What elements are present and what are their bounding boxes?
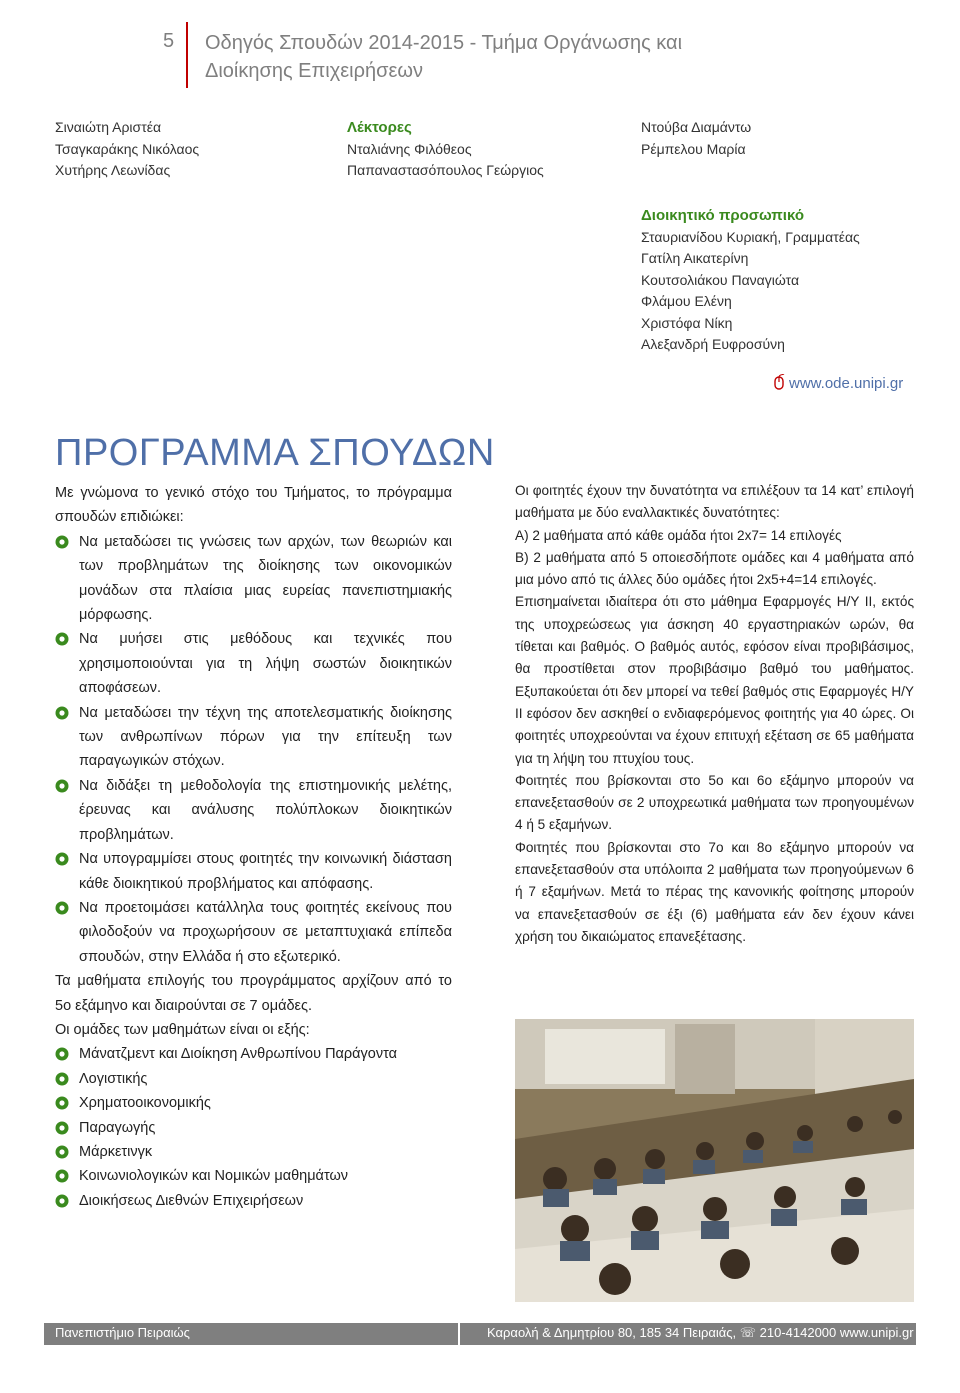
group-item-text: Μάρκετινγκ [79, 1143, 153, 1160]
goal-item-text: Να υπογραμμίσει στους φοιτητές την κοινωνική διάσταση κάθε διοικητικού προβλήματος και απόφασης. [79, 851, 452, 892]
bullet-icon [55, 901, 69, 915]
group-item-text: Μάνατζμεντ και Διοίκηση Ανθρωπίνου Παράγοντα [79, 1046, 398, 1063]
footer-address: Καραολή & Δημητρίου 80, 185 34 Πειραιάς, ☏ 210-4142000 www.unipi.gr [487, 1325, 914, 1340]
goal-item [55, 627, 452, 700]
staff-name: Τσαγκαράκης Νικόλαος [55, 140, 200, 157]
right-paragraph-1: Οι φοιτητές έχουν την δυνατότητα να επιλέξουν τα 14 κατ’ επιλογή μαθήματα με δύο εναλλακτικές δυνατότητες: [515, 483, 914, 521]
staff-name: Ρέμπελου Μαρία [641, 140, 746, 157]
group-item [55, 1116, 452, 1140]
group-item [55, 1140, 452, 1164]
bullet-icon [55, 1072, 69, 1086]
mouse-icon [771, 374, 787, 390]
group-item [55, 1042, 452, 1066]
group-item-text: Λογιστικής [79, 1070, 148, 1087]
left-column [55, 481, 452, 1213]
header-divider [186, 22, 188, 88]
department-website-link[interactable] [771, 374, 903, 392]
group-item [55, 1067, 452, 1091]
staff-column-1 [55, 117, 199, 182]
lecturers-heading: Λέκτορες [347, 119, 412, 136]
footer-separator [458, 1323, 460, 1345]
bullet-icon [55, 706, 69, 720]
footer-university: Πανεπιστήμιο Πειραιώς [55, 1325, 190, 1340]
admin-name: Χριστόφα Νίκη [641, 314, 733, 331]
group-item-text: Διοικήσεως Διεθνών Επιχειρήσεων [79, 1192, 304, 1209]
admin-name: Αλεξανδρή Ευφροσύνη [641, 336, 785, 352]
bullet-icon [55, 632, 69, 646]
goal-item [55, 774, 452, 847]
bullet-icon [55, 1145, 69, 1159]
staff-name: Σιναιώτη Αριστέα [55, 119, 162, 135]
right-paragraph-2: Α) 2 μαθήματα από κάθε ομάδα ήτοι 2x7= 14 επιλογές [515, 527, 842, 543]
admin-heading: Διοικητικό προσωπικό [641, 207, 804, 224]
title-line-2: Διοίκησης Επιχειρήσεων [205, 60, 423, 82]
staff-name: Νταλιάνης Φιλόθεος [347, 140, 472, 157]
right-paragraph-5: Φοιτητές που βρίσκονται στο 5ο και 6ο εξάμηνο μπορούν να επανεξετασθούν σε 2 υποχρεωτικά μαθήματα των προηγουμένων 4 ή 5 εξαμήνων. [515, 772, 914, 833]
staff-name: Ντούβα Διαμάντω [641, 119, 752, 135]
goal-item-text: Να διδάξει τη μεθοδολογία της επιστημονικής μελέτης, έρευνας και ανάλυσης πολύπλοκων διοικητικών προβλημάτων. [79, 777, 452, 843]
groups-intro: Οι ομάδες των μαθημάτων είναι οι εξής: [55, 1021, 310, 1038]
title-line-1: Οδηγός Σπουδών 2014-2015 - Τμήμα Οργάνωσης και [205, 32, 683, 54]
group-item [55, 1164, 452, 1188]
goal-item-text: Να προετοιμάσει κατάλληλα τους φοιτητές εκείνους που φιλοδοξούν να προχωρήσουν σε μεταπτυχιακά επίπεδα σπουδών, στην Ελλάδα ή στο εξωτερικό. [79, 899, 452, 965]
website-url: www.ode.unipi.gr [789, 375, 904, 392]
electives-paragraph: Τα μαθήματα επιλογής του προγράμματος αρχίζουν από το 5ο εξάμηνο και διαιρούνται σε 7 ομάδες. [55, 973, 452, 1014]
groups-list [55, 1042, 452, 1213]
classroom-illustration [515, 1019, 914, 1302]
classroom-photo [515, 1019, 914, 1302]
admin-staff-block [641, 205, 860, 356]
lecturers-column [347, 117, 544, 182]
group-item-text: Κοινωνιολογικών και Νομικών μαθημάτων [79, 1168, 349, 1185]
bullet-icon [55, 779, 69, 793]
goal-item [55, 896, 452, 969]
group-item-text: Παραγωγής [79, 1119, 156, 1136]
goal-item [55, 847, 452, 896]
goal-item [55, 530, 452, 628]
goal-item-text: Να μυήσει στις μεθόδους και τεχνικές που χρησιμοποιούνται για τη λήψη σωστών διοικητικών αποφάσεων. [79, 631, 452, 697]
admin-name: Σταυριανίδου Κυριακή, Γραμματέας [641, 228, 860, 245]
bullet-icon [55, 1096, 69, 1110]
intro-paragraph: Με γνώμονα το γενικό στόχο του Τμήματος, το πρόγραμμα σπουδών επιδιώκει: [55, 485, 452, 526]
staff-name: Χυτήρης Λεωνίδας [55, 162, 171, 178]
group-item [55, 1091, 452, 1115]
group-item-text: Χρηματοοικονομικής [79, 1095, 211, 1112]
bullet-icon [55, 1169, 69, 1183]
goal-item-text: Να μεταδώσει την τέχνη της αποτελεσματικής διοίκησης των ανθρωπίνων πόρων για την επίτευξη των παραγωγικών στόχων. [79, 704, 452, 770]
bullet-icon [55, 852, 69, 866]
admin-name: Κουτσολιάκου Παναγιώτα [641, 271, 800, 288]
right-paragraph-3: Β) 2 μαθήματα από 5 οποιεσδήποτε ομάδες και 4 μαθήματα από μια μόνο από τις άλλες δύο ομάδες ήτοι 2x5+4=14 επιλογές. [515, 549, 914, 588]
admin-name: Γατίλη Αικατερίνη [641, 250, 749, 266]
group-item [55, 1189, 452, 1213]
admin-name: Φλάμου Ελένη [641, 293, 732, 309]
goals-list [55, 530, 452, 969]
goal-item [55, 701, 452, 774]
right-paragraph-6: Φοιτητές που βρίσκονται στο 7ο και 8ο εξάμηνο μπορούν να επανεξετασθούν στα υπόλοιπα 2 μαθήματα των προηγούμενων 6 ή 7 εξαμήνων. Μετά το πέρας της κανονικής φοίτησης μπορούν να επανεξετασθούν σε έξι (6) μαθήματα εάν δεν έχουν κάνει χρήση του δικαιώματος επανεξέτασης. [515, 839, 914, 944]
document-title [205, 29, 765, 85]
page-number: 5 [163, 30, 175, 52]
goal-item-text: Να μεταδώσει τις γνώσεις των αρχών, των θεωριών και των προβλημάτων της διοίκησης των οικονομικών μονάδων στα πλαίσια μιας ευρείας πανεπιστημιακής μόρφωσης. [79, 533, 452, 624]
bullet-icon [55, 1194, 69, 1208]
right-paragraph-4: Επισημαίνεται ιδιαίτερα ότι στο μάθημα Εφαρμογές Η/Υ ΙΙ, εκτός της υποχρεώσεως για άσκηση 40 εργαστηριακών ωρών, θα τίθεται και βαθμός. Ο βαθμός αυτός, εφόσον είναι προβιβάσιμος, θα προστίθεται στον προβιβάσιμο βαθμό του μαθήματος. Εξυπακούεται ότι δεν μπορεί να τεθεί βαθμός στις Εφαρμογές Η/Υ ΙΙ εφόσον δεν ασκηθεί ο ενδιαφερόμενος φοιτητής για 40 ώρες. Οι φοιτητές υποχρεούνται να έχουν επιτυχή εξέταση σε 65 μαθήματα για τη λήψη του πτυχίου τους. [515, 594, 914, 766]
section-title: ΠΡΟΓΡΑΜΜΑ ΣΠΟΥΔΩΝ [55, 432, 495, 474]
staff-name: Παπαναστασόπουλος Γεώργιος [347, 162, 544, 178]
bullet-icon [55, 1047, 69, 1061]
bullet-icon [55, 535, 69, 549]
bullet-icon [55, 1121, 69, 1135]
staff-column-3 [641, 117, 751, 160]
right-column [515, 480, 914, 948]
